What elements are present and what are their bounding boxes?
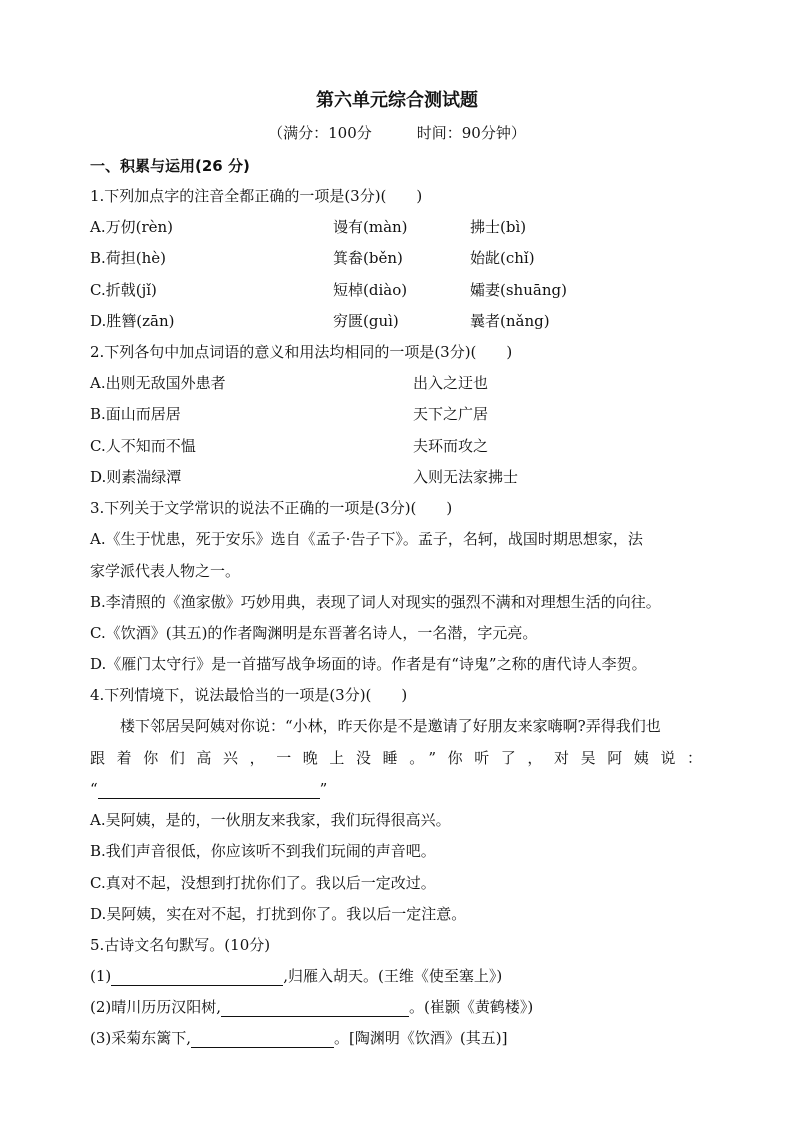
fill-suffix: ,归雁入胡天。(王维《使至塞上》) xyxy=(283,967,503,985)
question-1-row xyxy=(90,217,527,237)
answer-blank[interactable] xyxy=(98,783,320,799)
fill-blank[interactable] xyxy=(111,970,283,986)
question-2-row xyxy=(90,436,489,456)
fill-in-line xyxy=(90,1028,507,1048)
quote-mark: “ xyxy=(90,780,98,798)
option-text: D.《雁门太守行》是一首描写战争场面的诗。作者是有“诗鬼”之称的唐代诗人李贺。 xyxy=(90,655,647,673)
option-text: A.《生于忧患，死于安乐》选自《孟子·告子下》。孟子，名轲，战国时期思想家，法 xyxy=(90,530,643,548)
option-text: 谩有(màn) xyxy=(333,218,408,236)
fill-suffix: 。(崔颢《黄鹤楼》) xyxy=(409,998,534,1016)
fill-in-line xyxy=(90,997,533,1017)
fill-prefix: (2)晴川历历汉阳树, xyxy=(90,998,222,1016)
scenario-text: 跟着你们高兴，一晚上没睡。”你听了，对吴阿姨说： xyxy=(90,749,702,767)
page-subtitle: （满分：100分 时间：90分钟） xyxy=(268,124,526,142)
option-text: B.李清照的《渔家傲》巧妙用典，表现了词人对现实的强烈不满和对理想生活的向往。 xyxy=(90,593,661,611)
option-text: 夫环而攻之 xyxy=(413,437,489,455)
option-text: C.折戟(jǐ) xyxy=(90,281,157,299)
fill-prefix: (3)采菊东篱下, xyxy=(90,1029,192,1047)
option-text: 入则无法家拂士 xyxy=(413,468,519,486)
option-text: 穷匮(guì) xyxy=(333,312,399,330)
option-text: C.《饮酒》(其五)的作者陶渊明是东晋著名诗人，一名潜，字元亮。 xyxy=(90,624,538,642)
option-text: C.真对不起，没想到打扰你们了。我以后一定改过。 xyxy=(90,874,436,892)
option-text: A.万仞(rèn) xyxy=(90,218,174,236)
option-text: 孀妻(shuāng) xyxy=(470,281,567,299)
option-text: D.则素湍绿潭 xyxy=(90,468,182,486)
question-3-stem: 3.下列关于文学常识的说法不正确的一项是(3分)( ) xyxy=(90,499,453,517)
option-text: 出入之迂也 xyxy=(413,374,489,392)
option-text: 始龀(chǐ) xyxy=(470,249,535,267)
question-5-stem: 5.古诗文名句默写。(10分) xyxy=(90,936,271,954)
option-text: C.人不知而不愠 xyxy=(90,437,196,455)
question-2-row xyxy=(90,467,519,487)
quote-mark: ” xyxy=(319,780,328,798)
option-text: B.荷担(hè) xyxy=(90,249,167,267)
section-heading: 一、积累与运用(26 分) xyxy=(90,157,250,175)
fill-prefix: (1) xyxy=(90,967,112,985)
option-text: A.出则无敌国外患者 xyxy=(90,374,226,392)
fill-in-line xyxy=(90,966,502,986)
question-1-row xyxy=(90,311,550,331)
question-2-row xyxy=(90,404,489,424)
option-text: A.吴阿姨，是的，一伙朋友来我家，我们玩得很高兴。 xyxy=(90,811,451,829)
option-text: 拂士(bì) xyxy=(470,218,527,236)
question-2-stem: 2.下列各句中加点词语的意义和用法均相同的一项是(3分)( ) xyxy=(90,343,513,361)
question-1-row xyxy=(90,248,535,268)
question-1-row xyxy=(90,280,567,300)
option-text: D.吴阿姨，实在对不起，打扰到你了。我以后一定注意。 xyxy=(90,905,467,923)
question-4-stem: 4.下列情境下，说法最恰当的一项是(3分)( ) xyxy=(90,686,408,704)
scenario-text: 楼下邻居吴阿姨对你说：“小林，昨天你是不是邀请了好朋友来家嗨啊?弄得我们也 xyxy=(120,717,661,735)
option-text: 短棹(diào) xyxy=(333,281,408,299)
option-text: 家学派代表人物之一。 xyxy=(90,562,241,580)
fill-suffix: 。[陶渊明《饮酒》(其五)] xyxy=(334,1029,508,1047)
option-text: 箕畚(běn) xyxy=(333,249,403,267)
option-text: B.面山而居居 xyxy=(90,405,181,423)
page-title: 第六单元综合测试题 xyxy=(316,90,478,111)
fill-blank[interactable] xyxy=(221,1001,409,1017)
option-text: 天下之广居 xyxy=(413,405,489,423)
option-text: B.我们声音很低，你应该听不到我们玩闹的声音吧。 xyxy=(90,842,436,860)
question-1-stem: 1.下列加点字的注音全都正确的一项是(3分)( ) xyxy=(90,187,423,205)
option-text: D.胜簪(zān) xyxy=(90,312,175,330)
answer-blank-line xyxy=(90,779,327,799)
option-text: 曩者(nǎng) xyxy=(470,312,550,330)
fill-blank[interactable] xyxy=(191,1032,334,1048)
question-2-row xyxy=(90,373,489,393)
